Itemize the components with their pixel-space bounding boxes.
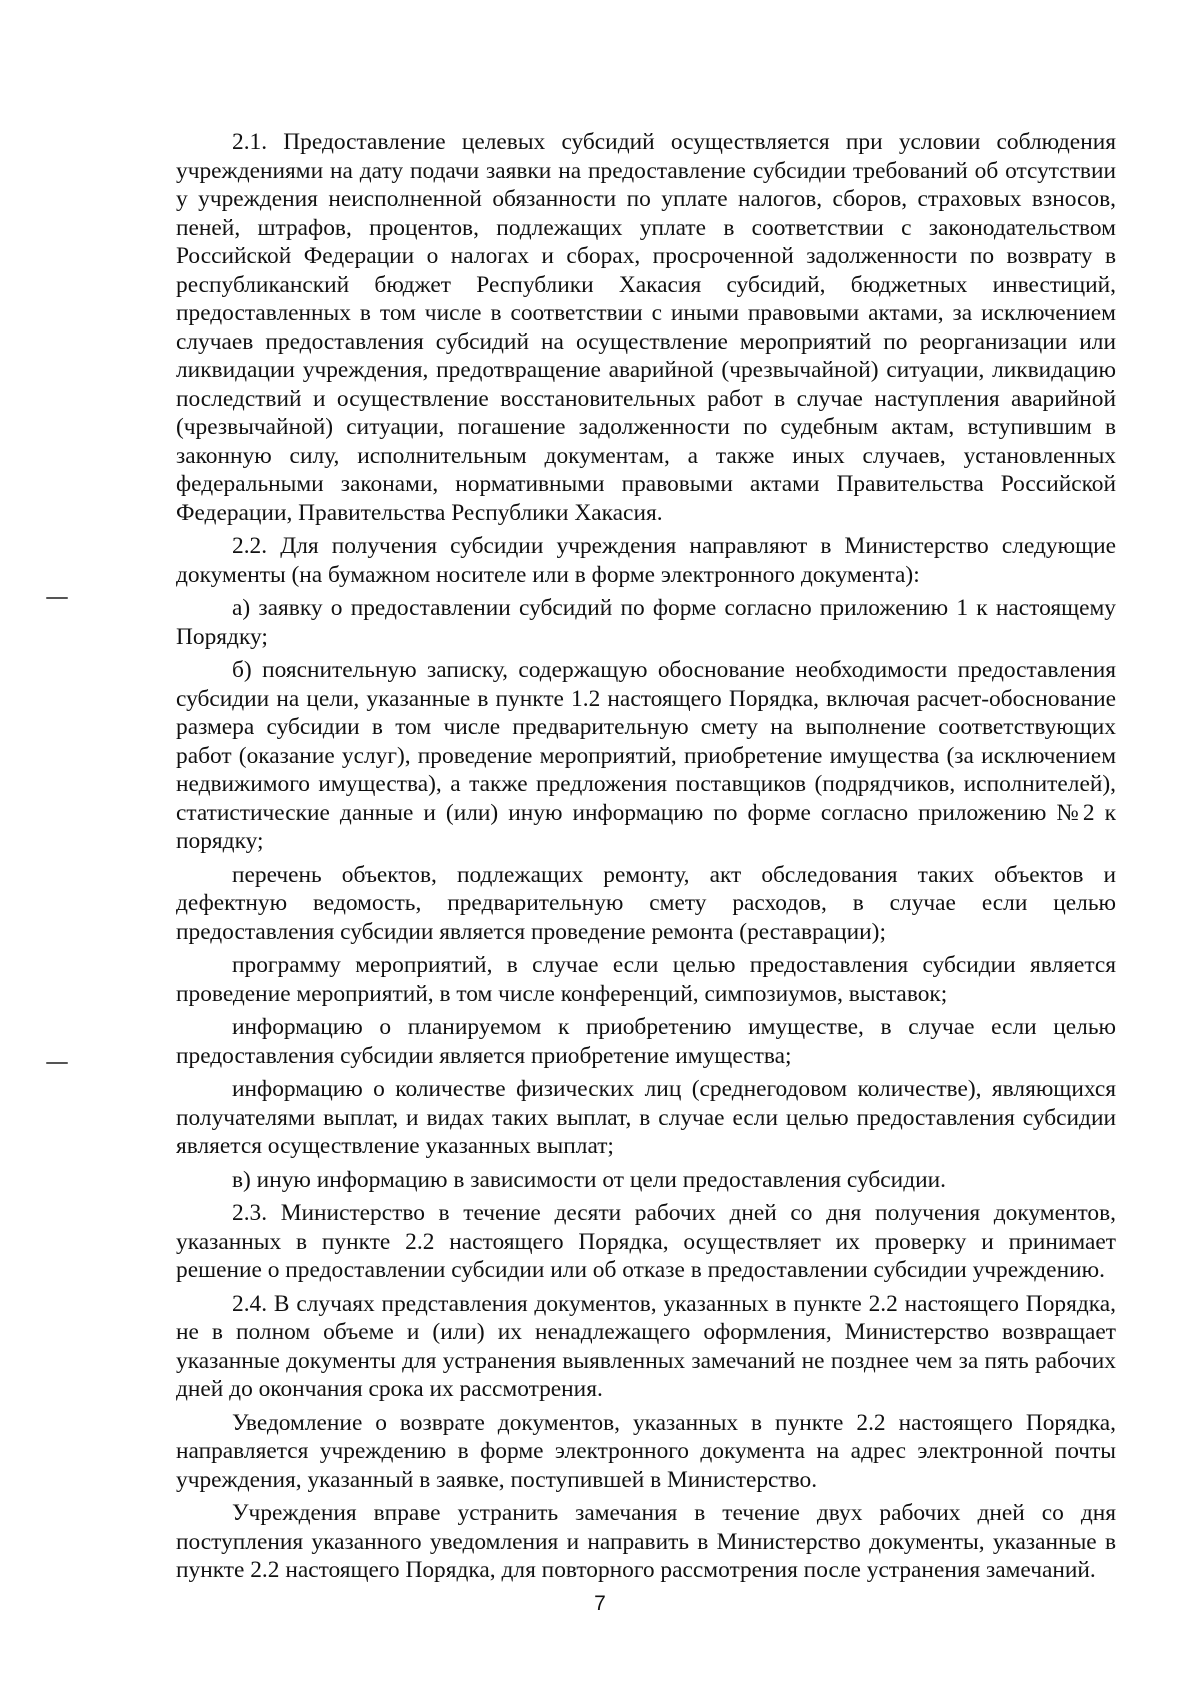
paragraph-recipients-info: информацию о количестве физических лиц (среднегодовом количестве), являющихся получателями выплат, и видах таких выплат, в случае если целью предоставления субсидии является осуществление указанных выплат; xyxy=(176,1076,1116,1159)
paragraph-events-program: программу мероприятий, в случае если целью предоставления субсидии является проведение мероприятий, в том числе конференций, симпозиумов, выставок; xyxy=(176,952,1116,1007)
paragraph-property-info: информацию о планируемом к приобретению имуществе, в случае если целью предоставления субсидии является приобретение имущества; xyxy=(176,1014,1116,1069)
paragraph-item-v: в) иную информацию в зависимости от цели предоставления субсидии. xyxy=(232,1166,946,1193)
margin-mark xyxy=(46,597,68,599)
paragraph-2-3: 2.3. Министерство в течение десяти рабочих дней со дня получения документов, указанных в пункте 2.2 настоящего Порядка, осуществляет их проверку и принимает решение о предоставлении субсидии или об отказе в предоставлении субсидии учреждению. xyxy=(176,1200,1116,1283)
paragraph-item-a: а) заявку о предоставлении субсидий по форме согласно приложению 1 к настоящему Порядку; xyxy=(176,595,1116,650)
paragraph-2-1: 2.1. Предоставление целевых субсидий осуществляется при условии соблюдения учреждениями на дату подачи заявки на предоставление субсидии требований об отсутствии у учреждения неисполненной обязанности по уплате налогов, сборов, страховых взносов, пеней, штрафов, процентов, подлежащих уплате в соответствии с законодательством Российской Федерации о налогах и сборах, просроченной задолженности по возврату в республиканский бюджет Республики Хакасия субсидий, бюджетных инвестиций, предоставленных в том числе в соответствии с иными правовыми актами, за исключением случаев предоставления субсидий на осуществление мероприятий по реорганизации или ликвидации учреждения, предотвращение аварийной (чрезвычайной) ситуации, ликвидацию последствий и осуществление восстановительных работ в случае наступления аварийной (чрезвычайной) ситуации, погашение задолженности по судебным актам, вступившим в законную силу, исполнительным документам, а также иных случаев, установленных федеральными законами, нормативными правовыми актами Правительства Российской Федерации, Правительства Республики Хакасия. xyxy=(176,129,1116,526)
margin-mark xyxy=(46,1062,68,1064)
paragraph-2-2: 2.2. Для получения субсидии учреждения направляют в Министерство следующие документы (на бумажном носителе или в форме электронного документа): xyxy=(176,533,1116,588)
document-body xyxy=(176,128,1116,1590)
page-number: 7 xyxy=(594,1592,606,1615)
paragraph-resubmission: Учреждения вправе устранить замечания в течение двух рабочих дней со дня поступления указанного уведомления и направить в Министерство документы, указанные в пункте 2.2 настоящего Порядка, для повторного рассмотрения после устранения замечаний. xyxy=(176,1500,1116,1583)
paragraph-repair-objects: перечень объектов, подлежащих ремонту, акт обследования таких объектов и дефектную ведомость, предварительную смету расходов, в случае если целью предоставления субсидии является проведение ремонта (реставрации); xyxy=(176,861,1116,945)
paragraph-2-4: 2.4. В случаях представления документов, указанных в пункте 2.2 настоящего Порядка, не в полном объеме и (или) их ненадлежащего оформления, Министерство возвращает указанные документы для устранения выявленных замечаний не позднее чем за пять рабочих дней до окончания срока их рассмотрения. xyxy=(176,1290,1116,1402)
paragraph-notification: Уведомление о возврате документов, указанных в пункте 2.2 настоящего Порядка, направляется учреждению в форме электронного документа на адрес электронной почты учреждения, указанный в заявке, поступившей в Министерство. xyxy=(176,1409,1116,1493)
paragraph-item-b: б) пояснительную записку, содержащую обоснование необходимости предоставления субсидии на цели, указанные в пункте 1.2 настоящего Порядка, включая расчет-обоснование размера субсидии в том числе предварительную смету на выполнение соответствующих работ (оказание услуг), проведение мероприятий, приобретение имущества (за исключением недвижимого имущества), а также предложения поставщиков (подрядчиков, исполнителей), статистические данные и (или) иную информацию по форме согласно приложению №2 к порядку; xyxy=(176,657,1116,854)
